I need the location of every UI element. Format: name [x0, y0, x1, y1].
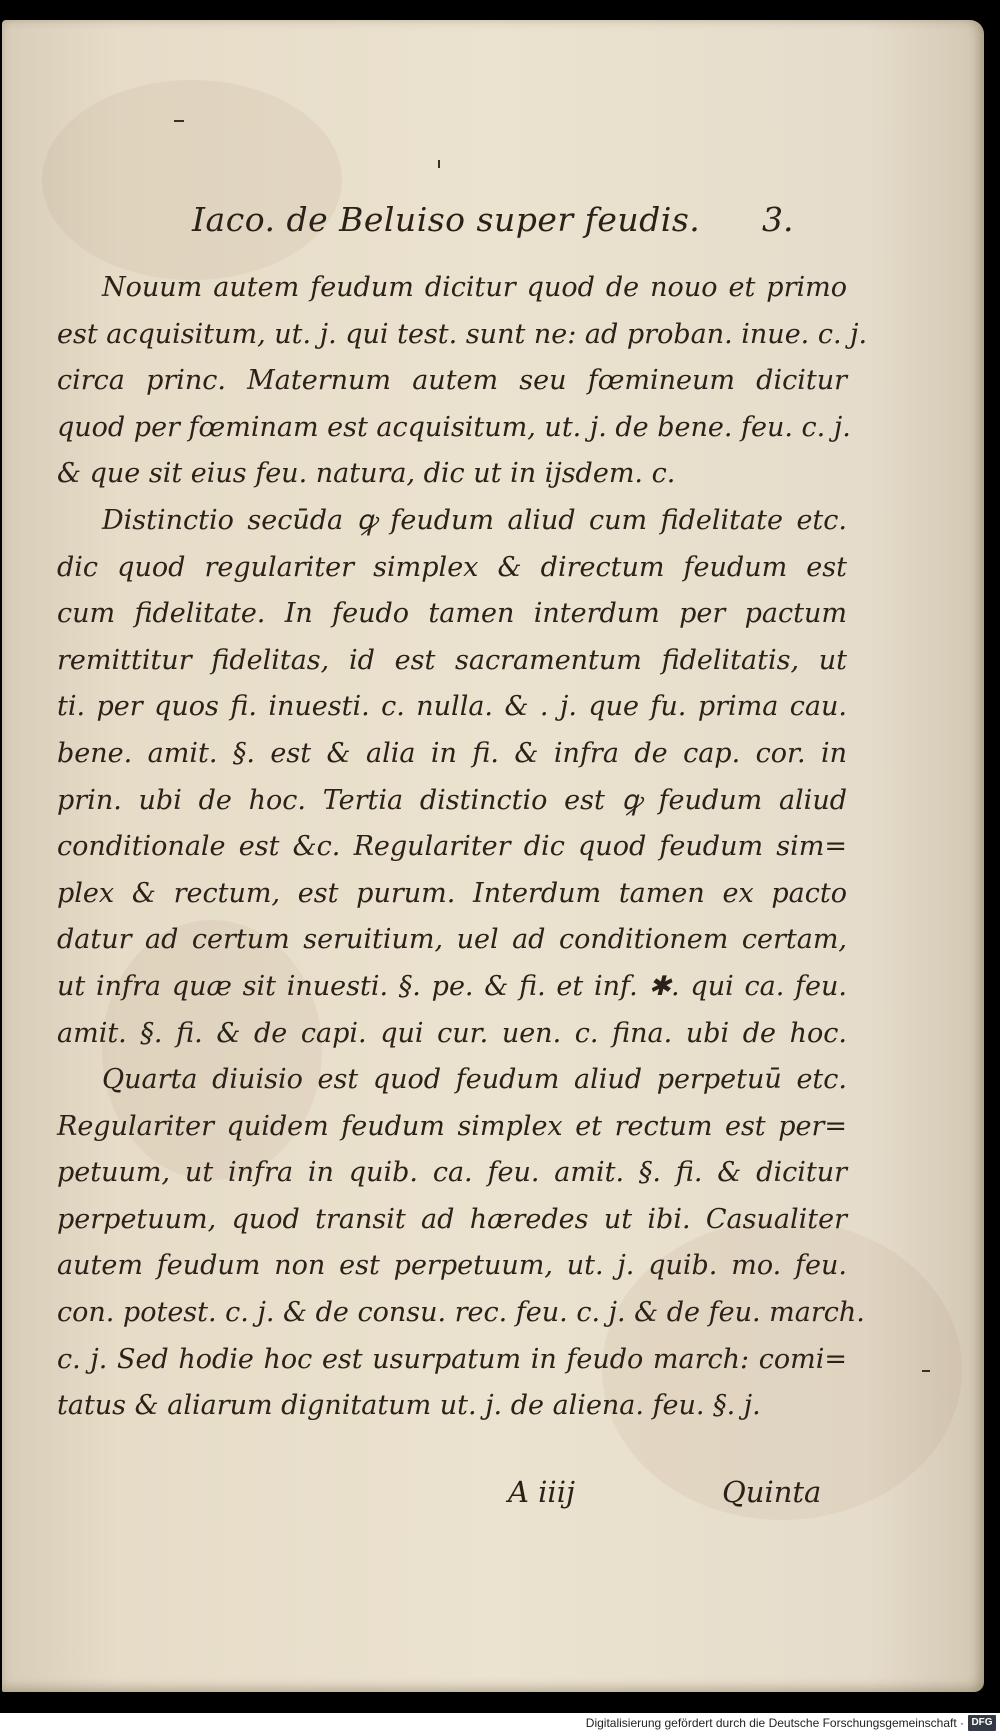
text-line: amit. §. fi. & de capi. qui cur. uen. c. fina. ubi de hoc. — [57, 1017, 847, 1049]
text-line: plex & rectum, est purum. Interdum tamen ex pacto — [57, 877, 847, 909]
text-line: datur ad certum seruitium, uel ad conditionem certam, — [57, 924, 847, 956]
digitization-credit: Digitalisierung gefördert durch die Deutsche Forschungsgemeinschaft · — [585, 1716, 964, 1730]
text-line: Regulariter quidem feudum simplex et rectum est per= — [57, 1110, 847, 1142]
folio-number: 3. — [762, 200, 794, 239]
dfg-logo-icon: DFG — [968, 1715, 996, 1731]
text-line: perpetuum, quod transit ad hæredes ut ibi. Casualiter — [57, 1203, 847, 1235]
text-line: petuum, ut infra in quib. ca. feu. amit. §. fi. & dicitur — [57, 1157, 847, 1189]
ink-speck — [174, 120, 184, 122]
text-line: Quarta diuisio est quod feudum aliud perpetuū etc. — [102, 1064, 847, 1096]
text-line: con. potest. c. j. & de consu. rec. feu. c. j. & de feu. march. — [57, 1297, 865, 1329]
ink-speck — [922, 1370, 930, 1372]
text-line: tatus & aliarum dignitatum ut. j. de aliena. feu. §. j. — [57, 1390, 761, 1422]
text-line: & que sit eius feu. natura, dic ut in ijsdem. c. — [57, 458, 676, 490]
running-head: Iaco. de Beluiso super feudis. — [192, 200, 701, 239]
text-line: autem feudum non est perpetuum, ut. j. quib. mo. feu. — [57, 1250, 847, 1282]
text-line: Distinctio secūda ꝙ feudum aliud cum fidelitate etc. — [102, 504, 847, 536]
text-line: prin. ubi de hoc. Tertia distinctio est ꝙ feudum aliud — [57, 784, 847, 816]
text-line: ti. per quos fi. inuesti. c. nulla. & . j. que fu. prima cau. — [57, 691, 847, 723]
text-line: bene. amit. §. est & alia in fi. & infra de cap. cor. in — [57, 737, 847, 769]
text-line: c. j. Sed hodie hoc est usurpatum in feudo march: comi= — [57, 1343, 847, 1375]
text-line: circa princ. Maternum autem seu fœmineum dicitur — [57, 365, 847, 397]
paper-stain — [42, 80, 342, 280]
text-line: quod per fœminam est acquisitum, ut. j. de bene. feu. c. j. — [57, 411, 851, 443]
text-line: Nouum autem feudum dicitur quod de nouo et primo — [102, 272, 847, 303]
text-line: ut infra quæ sit inuesti. §. pe. & fi. et inf. ✱. qui ca. feu. — [57, 970, 847, 1002]
ink-speck — [438, 160, 440, 168]
text-line: est acquisitum, ut. j. qui test. sunt ne: ad proban. inue. c. j. — [57, 318, 868, 350]
text-line: cum fidelitate. In feudo tamen interdum per pactum — [57, 598, 847, 630]
signature-mark: A iiij — [508, 1475, 575, 1509]
text-line: dic quod regulariter simplex & directum feudum est — [57, 551, 847, 583]
text-line: remittitur fidelitas, id est sacramentum fidelitatis, ut — [57, 644, 847, 676]
book-page — [2, 20, 984, 1692]
body-text — [57, 265, 868, 1430]
catchword: Quinta — [722, 1475, 822, 1509]
text-line: conditionale est &c. Regulariter dic quod feudum sim= — [57, 831, 847, 863]
